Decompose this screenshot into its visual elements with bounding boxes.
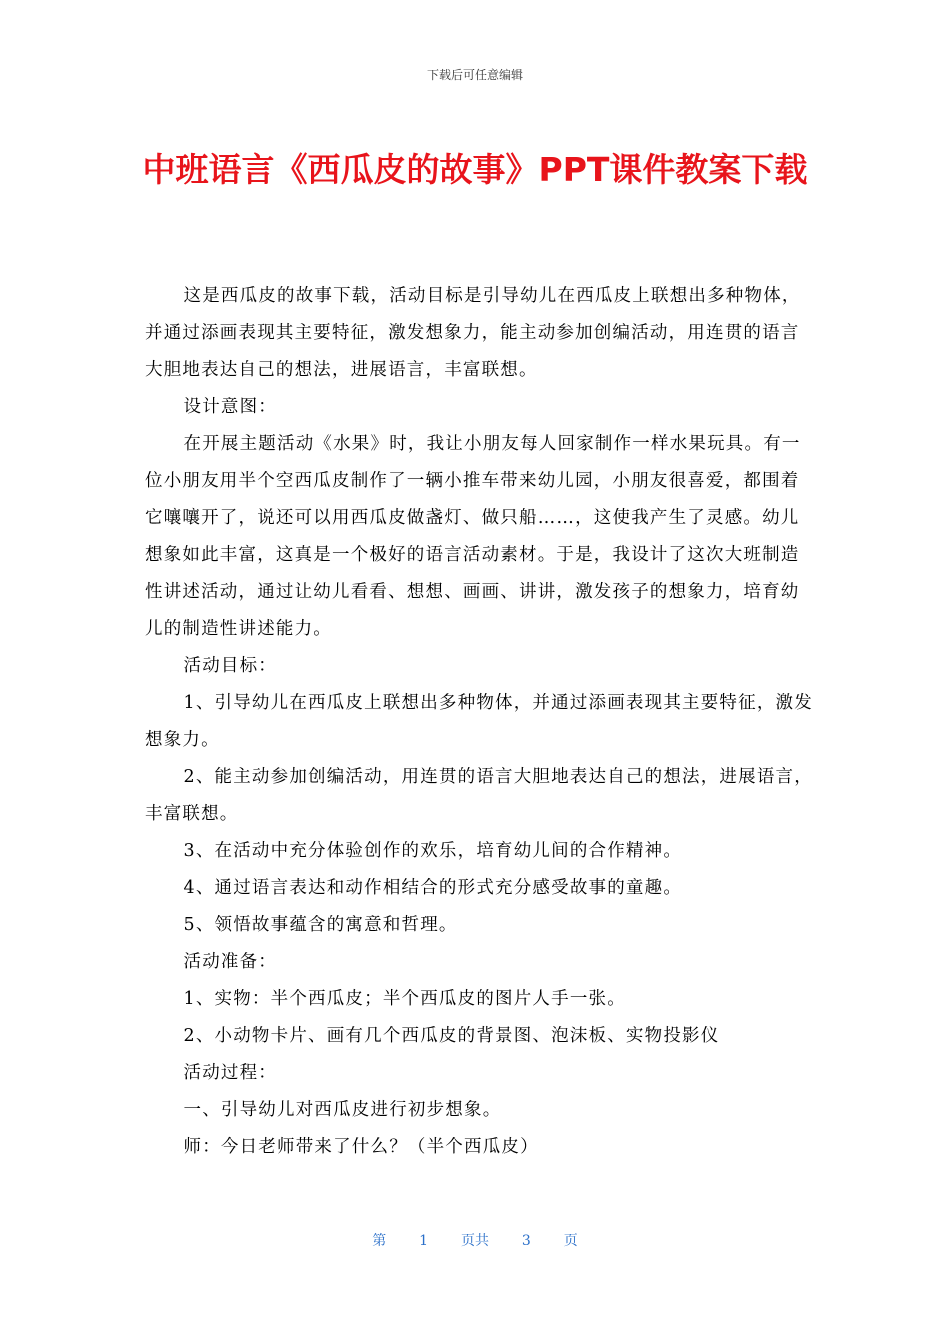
heading-activity-prep: 活动准备： xyxy=(183,952,277,972)
prep-item-1: 1、实物：半个西瓜皮；半个西瓜皮的图片人手一张。 xyxy=(183,989,626,1009)
prep-item-2: 2、小动物卡片、画有几个西瓜皮的背景图、泡沫板、实物投影仪 xyxy=(183,1026,720,1046)
heading-activity-process: 活动过程： xyxy=(183,1063,277,1083)
heading-activity-goals: 活动目标： xyxy=(183,656,277,676)
goal-item-1: 1、引导幼儿在西瓜皮上联想出多种物体，并通过添画表现其主要特征，激发想象力。 xyxy=(145,693,813,750)
page-middle: 页共 xyxy=(461,1233,489,1249)
page-total: 3 xyxy=(521,1233,531,1249)
goal-item-5: 5、领悟故事蕴含的寓意和哲理。 xyxy=(183,915,458,935)
goal-item-2: 2、能主动参加创编活动，用连贯的语言大胆地表达自己的想法，进展语言，丰富联想。 xyxy=(145,767,813,824)
page-prefix: 第 xyxy=(372,1233,387,1249)
page-footer xyxy=(0,1230,950,1250)
heading-design-intent: 设计意图： xyxy=(183,397,277,417)
process-step-1: 一、引导幼儿对西瓜皮进行初步想象。 xyxy=(183,1100,502,1120)
goal-item-4: 4、通过语言表达和动作相结合的形式充分感受故事的童趣。 xyxy=(183,878,683,898)
goal-item-3: 3、在活动中充分体验创作的欢乐，培育幼儿间的合作精神。 xyxy=(183,841,683,861)
paragraph-intro: 这是西瓜皮的故事下载，活动目标是引导幼儿在西瓜皮上联想出多种物体，并通过添画表现其主要特征，激发想象力，能主动参加创编活动，用连贯的语言大胆地表达自己的想法，进展语言，丰富联想。 xyxy=(145,286,801,380)
document-title: 中班语言《西瓜皮的故事》PPT课件教案下载 xyxy=(142,150,808,189)
header-note: 下载后可任意编辑 xyxy=(426,68,523,82)
page-current: 1 xyxy=(419,1233,429,1249)
page-suffix: 页 xyxy=(563,1233,578,1249)
paragraph-design-intent: 在开展主题活动《水果》时，我让小朋友每人回家制作一样水果玩具。有一位小朋友用半个空西瓜皮制作了一辆小推车带来幼儿园，小朋友很喜爱，都围着它嚷嚷开了，说还可以用西瓜皮做盏灯、做只船……，这使我产生了灵感。幼儿想象如此丰富，这真是一个极好的语言活动素材。于是，我设计了这次大班制造性讲述活动，通过让幼儿看看、想想、画画、讲讲，激发孩子的想象力，培育幼儿的制造性讲述能力。 xyxy=(145,434,801,639)
document-body xyxy=(145,278,813,1166)
teacher-question: 师：今日老师带来了什么？（半个西瓜皮） xyxy=(183,1137,539,1157)
